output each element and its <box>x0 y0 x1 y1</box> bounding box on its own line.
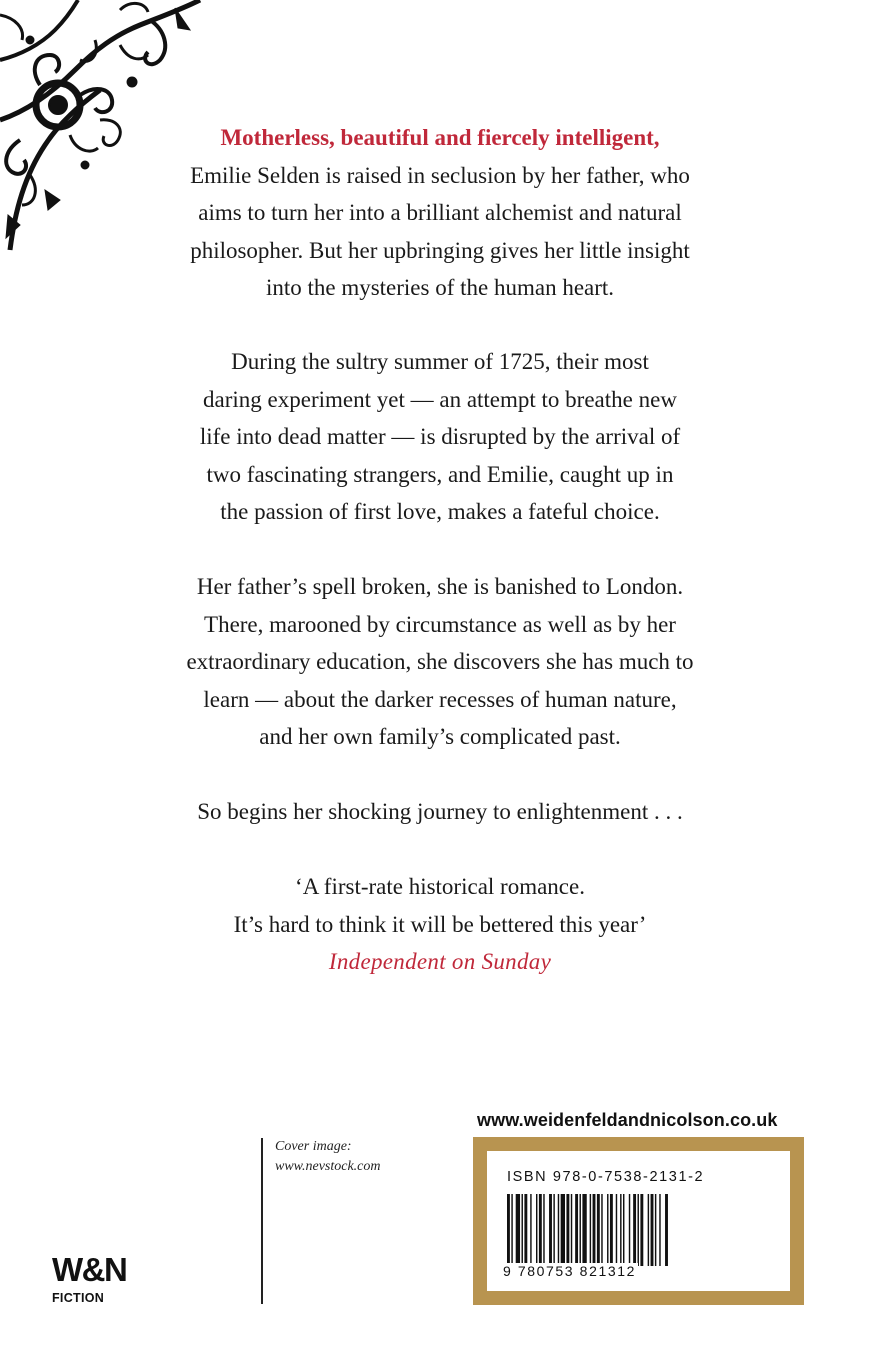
barcode-bar <box>575 1194 578 1266</box>
text-line: and her own family’s complicated past. <box>259 724 621 749</box>
barcode-bar <box>610 1194 613 1266</box>
barcode-bar <box>524 1194 527 1266</box>
barcode-bar <box>601 1194 602 1266</box>
barcode-bar <box>543 1194 544 1266</box>
lead-line: Motherless, beautiful and fiercely intelligent, <box>220 125 660 150</box>
text-line: daring experiment yet — an attempt to breathe new <box>203 386 677 412</box>
blurb-paragraph-2 <box>140 343 740 531</box>
barcode-bar <box>638 1194 639 1266</box>
barcode-bar <box>640 1194 643 1266</box>
barcode-bar <box>623 1194 624 1266</box>
barcode-bar <box>536 1194 537 1266</box>
barcode-bar <box>580 1194 581 1266</box>
barcode-bar <box>539 1194 542 1266</box>
cover-credit <box>275 1137 381 1177</box>
barcode-bar <box>659 1194 660 1266</box>
barcode-bar <box>553 1194 554 1266</box>
barcode-bar <box>607 1194 608 1266</box>
barcode-bar <box>516 1194 520 1266</box>
barcode-digits: 9 780753 821312 <box>503 1263 636 1279</box>
text-line: into the mysteries of the human heart. <box>265 275 615 300</box>
publisher-website: www.weidenfeldandnicolson.co.uk <box>477 1110 778 1130</box>
text-line: aims to turn her into a brilliant alchemist and natural <box>198 200 682 225</box>
barcode-bar <box>629 1194 630 1266</box>
barcode-bar <box>549 1194 552 1266</box>
blurb-paragraph-1 <box>140 119 740 307</box>
text-line: the passion of first love, makes a fateful choice. <box>220 499 660 524</box>
review-quote <box>140 868 740 981</box>
text-line: philosopher. But her upbringing gives her little insight <box>190 237 690 263</box>
blurb-paragraph-4 <box>140 793 740 831</box>
quote-line: It’s hard to think it will be bettered this year’ <box>233 911 647 937</box>
barcode-frame <box>473 1137 804 1305</box>
text-line: So begins her shocking journey to enlightenment . . . <box>197 799 683 824</box>
credit-url: www.nevstock.com <box>275 1159 381 1174</box>
barcode-bar <box>511 1194 512 1266</box>
credit-label: Cover image: <box>275 1139 352 1154</box>
barcode-bar <box>571 1194 572 1266</box>
barcode-bar <box>566 1194 569 1266</box>
divider <box>261 1138 263 1304</box>
text-line: life into dead matter — is disrupted by the arrival of <box>199 424 681 449</box>
quote-source: Independent on Sunday <box>328 949 552 974</box>
barcode-icon <box>507 1194 717 1266</box>
isbn-label: ISBN 978-0-7538-2131-2 <box>507 1169 705 1185</box>
barcode-bar <box>616 1194 617 1266</box>
barcode-bar <box>522 1194 523 1266</box>
publisher-logo: W&N <box>52 1251 127 1288</box>
barcode-bar <box>507 1194 510 1266</box>
quote-line: ‘A first-rate historical romance. <box>295 874 585 899</box>
barcode-bar <box>530 1194 531 1266</box>
text-line: extraordinary education, she discovers she has much to <box>186 649 694 674</box>
text-line: Her father’s spell broken, she is banished to London. <box>196 574 684 599</box>
text-line: learn — about the darker recesses of human nature, <box>203 686 677 712</box>
barcode-bar <box>620 1194 621 1266</box>
barcode-bar <box>597 1194 600 1266</box>
barcode-bar <box>665 1194 668 1266</box>
barcode-bar <box>590 1194 591 1266</box>
barcode-bar <box>648 1194 649 1266</box>
barcode-bar <box>561 1194 565 1266</box>
barcode-bar <box>582 1194 586 1266</box>
barcode-bar <box>633 1194 636 1266</box>
barcode-bar <box>651 1194 654 1266</box>
text-line: There, marooned by circumstance as well as by her <box>204 611 676 637</box>
text-line: two fascinating strangers, and Emilie, caught up in <box>206 461 674 487</box>
text-line: During the sultry summer of 1725, their most <box>231 349 649 374</box>
text-line: Emilie Selden is raised in seclusion by her father, who <box>190 162 690 188</box>
imprint-label: FICTION <box>52 1291 105 1305</box>
blurb-paragraph-3 <box>140 568 740 756</box>
barcode-bar <box>558 1194 559 1266</box>
barcode-bar <box>593 1194 596 1266</box>
barcode-bar <box>655 1194 656 1266</box>
